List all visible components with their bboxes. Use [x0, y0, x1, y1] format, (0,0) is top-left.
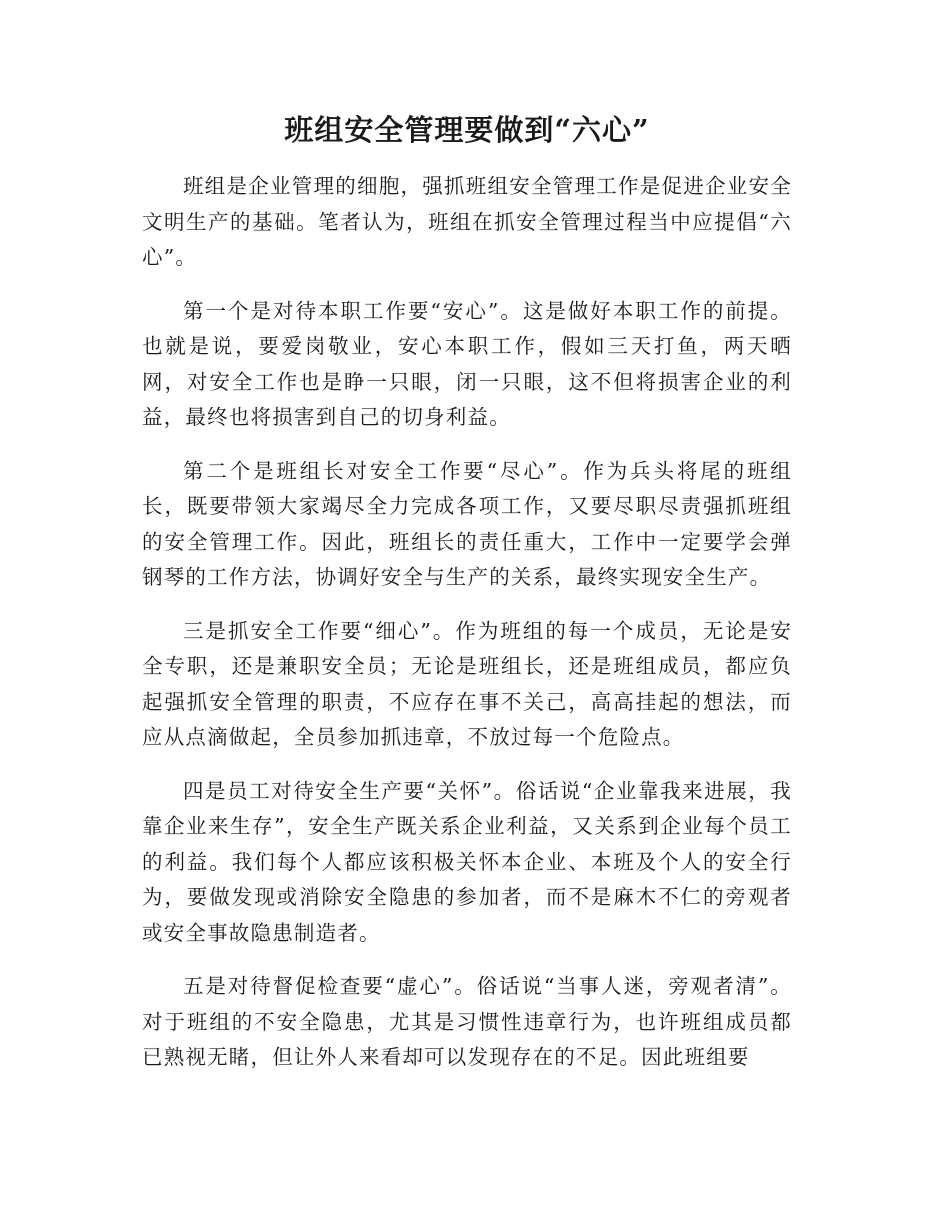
paragraph-2: 第一个是对待本职工作要“安心”。这是做好本职工作的前提。也就是说，要爱岗敬业，安心本职工作，假如三天打鱼，两天晒网，对安全工作也是睁一只眼，闭一只眼，这不但将损害企业的利益，最终也将损害到自己的切身利益。 [142, 298, 792, 429]
paragraph-4: 三是抓安全工作要“细心”。作为班组的每一个成员，无论是安全专职，还是兼职安全员；无论是班组长，还是班组成员，都应负起强抓安全管理的职责，不应存在事不关己，高高挂起的想法，而应从点滴做起，全员参加抓违章，不放过每一个危险点。 [142, 618, 792, 749]
document-page [142, 105, 792, 1094]
paragraph-3: 第二个是班组长对安全工作要“尽心”。作为兵头将尾的班组长，既要带领大家竭尽全力完成各项工作，又要尽职尽责强抓班组的安全管理工作。因此，班组长的责任重大，工作中一定要学会弹钢琴的工作方法，协调好安全与生产的关系，最终实现安全生产。 [142, 458, 792, 589]
paragraph-5: 四是员工对待安全生产要“关怀”。俗话说“企业靠我来进展，我靠企业来生存”，安全生产既关系企业利益，又关系到企业每个员工的利益。我们每个人都应该积极关怀本企业、本班及个人的安全行为，要做发现或消除安全隐患的参加者，而不是麻木不仁的旁观者或安全事故隐患制造者。 [142, 778, 792, 945]
paragraph-1: 班组是企业管理的细胞，强抓班组安全管理工作是促进企业安全文明生产的基础。笔者认为，班组在抓安全管理过程当中应提倡“六心”。 [142, 174, 792, 269]
paragraph-6: 五是对待督促检查要“虚心”。俗话说“当事人迷，旁观者清”。对于班组的不安全隐患，尤其是习惯性违章行为，也许班组成员都已熟视无睹，但让外人来看却可以发现存在的不足。因此班组要 [142, 974, 792, 1069]
document-title: 班组安全管理要做到“六心” [284, 113, 650, 147]
